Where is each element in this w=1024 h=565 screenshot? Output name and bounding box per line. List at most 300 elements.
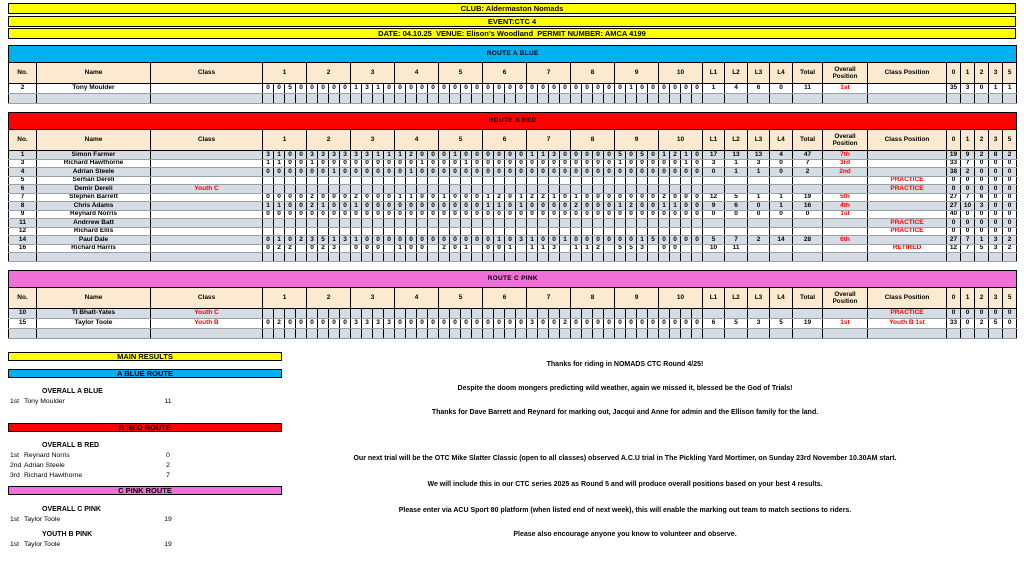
score-cell <box>307 329 318 339</box>
score-cell: 0 <box>615 84 626 94</box>
count-cell <box>1003 253 1017 262</box>
score-cell: 0 <box>593 202 604 211</box>
score-cell: 1 <box>571 193 582 202</box>
score-cell <box>274 309 285 319</box>
score-cell: 1 <box>505 244 516 253</box>
score-cell: 0 <box>692 159 703 168</box>
score-cell: 0 <box>318 210 329 219</box>
rider-number: 14 <box>9 236 37 245</box>
rider-number: 4 <box>9 168 37 177</box>
score-cell: 0 <box>637 319 648 329</box>
score-cell: 2 <box>527 193 538 202</box>
score-cell: 0 <box>505 151 516 160</box>
score-cell <box>285 94 296 104</box>
count-cell: 40 <box>947 210 961 219</box>
score-cell: 0 <box>494 210 505 219</box>
score-cell <box>296 219 307 228</box>
col-header-total: Total <box>793 288 823 309</box>
note-line: Despite the doom mongers predicting wild weather, again we missed it, blessed be the God of Trials! <box>457 385 793 392</box>
score-cell: 0 <box>637 202 648 211</box>
score-cell: 0 <box>505 84 516 94</box>
route-title: ROUTE C PINK <box>9 271 1017 288</box>
score-cell: 0 <box>318 84 329 94</box>
score-cell: 2 <box>538 193 549 202</box>
count-cell: 0 <box>975 176 989 185</box>
overall-position-cell: 4th <box>823 202 868 211</box>
score-cell: 0 <box>472 193 483 202</box>
score-cell: 0 <box>428 193 439 202</box>
score-cell: 0 <box>296 159 307 168</box>
score-cell <box>274 329 285 339</box>
score-cell: 2 <box>593 244 604 253</box>
count-cell: 0 <box>989 202 1003 211</box>
score-cell: 0 <box>648 159 659 168</box>
score-cell <box>285 219 296 228</box>
note-line: Please also encourage anyone you know to volunteer and observe. <box>513 531 737 538</box>
score-cell: 1 <box>406 168 417 177</box>
score-cell: 0 <box>450 319 461 329</box>
score-cell: 0 <box>296 84 307 94</box>
score-cell: 0 <box>582 236 593 245</box>
score-cell: 0 <box>626 151 637 160</box>
score-cell: 0 <box>428 159 439 168</box>
col-header-section: 4 <box>395 63 439 84</box>
lap-total-cell: 9 <box>703 202 725 211</box>
lap-total-cell: 1 <box>725 168 748 177</box>
score-cell: 0 <box>483 159 494 168</box>
score-cell: 0 <box>648 151 659 160</box>
results-bar: MAIN RESULTS <box>8 352 282 361</box>
score-cell <box>263 329 274 339</box>
score-cell: 1 <box>516 193 527 202</box>
score-cell: 0 <box>516 168 527 177</box>
score-cell: 0 <box>373 236 384 245</box>
count-cell <box>989 329 1003 339</box>
score-cell: 0 <box>428 319 439 329</box>
score-cell: 0 <box>505 319 516 329</box>
score-cell: 2 <box>494 193 505 202</box>
count-cell: 0 <box>989 210 1003 219</box>
col-header-overall: Overall Position <box>823 130 868 151</box>
score-cell: 1 <box>461 159 472 168</box>
score-cell: 0 <box>373 168 384 177</box>
rider-class <box>151 151 263 160</box>
count-cell: 0 <box>1003 159 1017 168</box>
score-cell: 0 <box>395 236 406 245</box>
score-cell: 0 <box>593 168 604 177</box>
score-cell: 0 <box>692 210 703 219</box>
count-cell <box>961 253 975 262</box>
col-header-count: 2 <box>975 63 989 84</box>
score-cell: 0 <box>384 202 395 211</box>
score-cell <box>285 185 296 194</box>
score-cell: 0 <box>604 159 615 168</box>
score-cell: 0 <box>692 193 703 202</box>
col-header-section: 6 <box>483 130 527 151</box>
score-cell: 0 <box>263 168 274 177</box>
count-cell: 1 <box>989 84 1003 94</box>
score-cell: 1 <box>527 151 538 160</box>
count-cell: 0 <box>975 219 989 228</box>
score-cell: 1 <box>373 84 384 94</box>
score-cell: 0 <box>692 236 703 245</box>
score-cell: 0 <box>439 236 450 245</box>
score-cell: 0 <box>472 202 483 211</box>
score-cell: 0 <box>593 210 604 219</box>
lap-total-cell: 0 <box>748 210 770 219</box>
class-position-cell: PRACTICE <box>868 176 947 185</box>
score-cell: 0 <box>395 319 406 329</box>
score-cell: 1 <box>351 202 362 211</box>
rider-number: 1 <box>9 151 37 160</box>
score-cell: 0 <box>505 210 516 219</box>
score-cell: 0 <box>648 202 659 211</box>
col-header-section: 4 <box>395 130 439 151</box>
rider-name: Tony Moulder <box>37 84 151 94</box>
results-row <box>8 516 282 523</box>
score-cell: 0 <box>274 84 285 94</box>
col-header-class: Class <box>151 288 263 309</box>
col-header-class: Class <box>151 130 263 151</box>
count-cell <box>989 94 1003 104</box>
score-cell: 0 <box>329 319 340 329</box>
lap-total-cell: 1 <box>725 159 748 168</box>
note-line: Our next trial will be the OTC Mike Slatter Classic (open to all classes) observed A.C.U trial in The Pickling Yard Mortimer, on Sunday 23rd November 10.30AM start. <box>353 455 897 462</box>
score-cell: 2 <box>571 202 582 211</box>
count-cell <box>975 253 989 262</box>
score-cell: 0 <box>340 193 351 202</box>
score-cell: 2 <box>351 193 362 202</box>
rider-class <box>151 329 263 339</box>
score-cell: 0 <box>681 84 692 94</box>
score-cell: 3 <box>373 319 384 329</box>
col-header-section: 7 <box>527 288 571 309</box>
score-cell: 0 <box>692 84 703 94</box>
count-cell: 1 <box>975 236 989 245</box>
score-cell <box>285 253 296 262</box>
count-cell: 0 <box>975 185 989 194</box>
route-title: ROUTE B RED <box>9 113 1017 130</box>
score-cell: 0 <box>461 236 472 245</box>
count-cell: 0 <box>947 176 961 185</box>
score-cell: 2 <box>626 202 637 211</box>
lap-total-cell: 6 <box>748 84 770 94</box>
score-cell: 3 <box>362 84 373 94</box>
results-bar: B RED ROUTE <box>8 423 282 432</box>
score-cell: 0 <box>505 236 516 245</box>
score-cell: 0 <box>417 202 428 211</box>
rider-class <box>151 159 263 168</box>
rider-class <box>151 94 263 104</box>
score-cell: 0 <box>593 319 604 329</box>
score-cell <box>307 253 318 262</box>
score-cell: 0 <box>285 319 296 329</box>
score-cell: 2 <box>274 319 285 329</box>
score-cell: 0 <box>571 151 582 160</box>
count-cell: 0 <box>1003 176 1017 185</box>
score-cell: 1 <box>450 151 461 160</box>
col-header-count: 0 <box>947 130 961 151</box>
count-cell: 0 <box>947 185 961 194</box>
rider-number: 9 <box>9 210 37 219</box>
score-cell: 0 <box>560 210 571 219</box>
score-cell: 0 <box>582 159 593 168</box>
score-cell: 1 <box>615 202 626 211</box>
count-cell: 0 <box>989 185 1003 194</box>
score-cell: 0 <box>659 210 670 219</box>
score-cell: 1 <box>395 151 406 160</box>
score-cell: 0 <box>428 168 439 177</box>
col-header-lap: L1 <box>703 288 725 309</box>
rider-class <box>151 244 263 253</box>
score-cell: 1 <box>582 244 593 253</box>
count-cell: 2 <box>1003 236 1017 245</box>
count-cell: 0 <box>975 227 989 236</box>
count-cell: 0 <box>975 84 989 94</box>
rider-class: Youth B <box>151 319 263 329</box>
rider-name: Richard Harris <box>37 244 151 253</box>
score-cell: 0 <box>637 193 648 202</box>
score-cell: 0 <box>637 84 648 94</box>
score-cell <box>263 94 274 104</box>
result-score: 19 <box>164 541 172 548</box>
rider-number <box>9 329 37 339</box>
score-cell: 0 <box>582 202 593 211</box>
score-cell: 0 <box>692 319 703 329</box>
score-cell <box>263 309 274 319</box>
score-cell: 0 <box>461 210 472 219</box>
score-cell <box>285 227 296 236</box>
score-cell: 0 <box>461 84 472 94</box>
score-cell: 0 <box>670 84 681 94</box>
result-score: 0 <box>166 452 170 459</box>
lap-total-cell: 12 <box>703 193 725 202</box>
score-cell: 0 <box>285 210 296 219</box>
count-cell <box>1003 329 1017 339</box>
score-cell: 0 <box>659 84 670 94</box>
score-cell: 1 <box>670 202 681 211</box>
rider-name: Andrrew Batt <box>37 219 151 228</box>
col-header-class-position: Class Position <box>868 288 947 309</box>
score-cell: 1 <box>494 236 505 245</box>
score-cell: 0 <box>373 210 384 219</box>
results-bar: C PINK ROUTE <box>8 486 282 495</box>
score-cell: 1 <box>637 236 648 245</box>
score-cell: 3 <box>307 151 318 160</box>
rider-number: 5 <box>9 176 37 185</box>
col-header-section: 3 <box>351 288 395 309</box>
col-header-no: No. <box>9 288 37 309</box>
class-position-cell: RETIRED <box>868 244 947 253</box>
score-cell <box>263 227 274 236</box>
score-cell: 0 <box>362 168 373 177</box>
results-heading: OVERALL B RED <box>42 442 100 449</box>
score-cell <box>307 309 318 319</box>
score-cell: 0 <box>417 244 428 253</box>
score-cell: 0 <box>417 151 428 160</box>
score-cell: 0 <box>406 159 417 168</box>
score-cell: 1 <box>494 202 505 211</box>
rider-number: 10 <box>9 309 37 319</box>
count-cell: 3 <box>961 84 975 94</box>
score-cell <box>296 185 307 194</box>
results-heading: YOUTH B PINK <box>42 531 93 538</box>
score-cell: 3 <box>318 151 329 160</box>
score-cell: 0 <box>263 319 274 329</box>
lap-total-cell: 4 <box>770 151 793 160</box>
score-cell: 1 <box>395 193 406 202</box>
lap-total-cell: 4 <box>725 84 748 94</box>
score-cell <box>307 94 318 104</box>
score-cell: 0 <box>373 202 384 211</box>
score-cell: 0 <box>670 193 681 202</box>
score-cell: 0 <box>615 319 626 329</box>
col-header-section: 1 <box>263 63 307 84</box>
score-cell: 0 <box>626 159 637 168</box>
lap-total-cell: 11 <box>725 244 748 253</box>
rider-number: 15 <box>9 319 37 329</box>
score-cell: 5 <box>285 84 296 94</box>
score-cell: 0 <box>670 159 681 168</box>
lap-total-cell: 1 <box>770 193 793 202</box>
score-cell: 0 <box>450 168 461 177</box>
score-cell: 0 <box>538 319 549 329</box>
score-cell: 0 <box>637 210 648 219</box>
count-cell: 0 <box>975 210 989 219</box>
col-header-section: 9 <box>615 288 659 309</box>
count-cell: 33 <box>947 319 961 329</box>
score-cell: 0 <box>626 193 637 202</box>
score-cell: 0 <box>428 202 439 211</box>
col-header-section: 10 <box>659 63 703 84</box>
col-header-count: 3 <box>989 63 1003 84</box>
score-cell: 0 <box>648 319 659 329</box>
score-cell <box>263 185 274 194</box>
score-cell: 0 <box>362 210 373 219</box>
lap-total-cell: 10 <box>703 244 725 253</box>
score-cell: 0 <box>439 84 450 94</box>
count-cell: 2 <box>961 168 975 177</box>
score-cell: 0 <box>362 244 373 253</box>
score-cell: 0 <box>263 84 274 94</box>
score-cell <box>307 185 318 194</box>
col-header-class-position: Class Position <box>868 63 947 84</box>
score-cell: 0 <box>549 168 560 177</box>
score-cell: 0 <box>571 236 582 245</box>
score-cell: 0 <box>285 193 296 202</box>
count-cell: 0 <box>961 219 975 228</box>
rider-class <box>151 168 263 177</box>
col-header-section: 1 <box>263 288 307 309</box>
score-cell: 0 <box>285 236 296 245</box>
score-cell: 0 <box>637 159 648 168</box>
score-cell: 1 <box>626 84 637 94</box>
lap-total-cell: 6 <box>725 202 748 211</box>
score-cell <box>274 227 285 236</box>
rider-class <box>151 193 263 202</box>
score-cell: 0 <box>538 202 549 211</box>
col-header-lap: L4 <box>770 63 793 84</box>
score-cell: 0 <box>604 168 615 177</box>
event-bar: EVENT:CTC 4 <box>8 16 1016 27</box>
note-line: We will include this in our CTC series 2025 as Round 5 and will produce overall positions based on your best 4 results. <box>427 481 823 488</box>
score-cell: 1 <box>681 159 692 168</box>
score-cell: 0 <box>505 159 516 168</box>
lap-total-cell: 0 <box>748 202 770 211</box>
count-cell: 0 <box>947 309 961 319</box>
score-cell: 0 <box>483 244 494 253</box>
lap-total-cell: 1 <box>770 202 793 211</box>
lap-total-cell: 5 <box>770 319 793 329</box>
score-cell: 0 <box>472 319 483 329</box>
lap-total-cell: 0 <box>770 84 793 94</box>
col-header-section: 6 <box>483 63 527 84</box>
count-cell: 0 <box>1003 219 1017 228</box>
score-cell <box>274 94 285 104</box>
col-header-no: No. <box>9 63 37 84</box>
score-cell: 0 <box>263 193 274 202</box>
score-cell: 0 <box>560 151 571 160</box>
score-cell: 3 <box>307 236 318 245</box>
score-cell: 3 <box>340 236 351 245</box>
score-cell: 3 <box>516 236 527 245</box>
count-cell: 7 <box>961 236 975 245</box>
score-cell: 0 <box>516 319 527 329</box>
lap-total-cell: 0 <box>770 168 793 177</box>
col-header-section: 2 <box>307 288 351 309</box>
score-cell: 1 <box>351 84 362 94</box>
score-cell: 0 <box>516 151 527 160</box>
score-cell: 0 <box>417 319 428 329</box>
col-header-count: 2 <box>975 130 989 151</box>
count-cell: 38 <box>947 168 961 177</box>
count-cell: 0 <box>989 219 1003 228</box>
score-cell: 0 <box>527 84 538 94</box>
score-cell: 2 <box>307 193 318 202</box>
score-cell: 0 <box>505 193 516 202</box>
score-cell: 0 <box>516 84 527 94</box>
count-cell: 0 <box>975 309 989 319</box>
count-cell: 10 <box>961 202 975 211</box>
rider-name <box>37 329 151 339</box>
lap-total-cell: 14 <box>770 236 793 245</box>
score-cell: 0 <box>318 319 329 329</box>
score-cell: 0 <box>439 210 450 219</box>
score-cell: 0 <box>417 210 428 219</box>
col-header-class: Class <box>151 63 263 84</box>
score-cell: 0 <box>472 151 483 160</box>
score-cell: 0 <box>351 159 362 168</box>
col-header-section: 3 <box>351 63 395 84</box>
score-cell: 1 <box>329 168 340 177</box>
score-cell: 5 <box>648 236 659 245</box>
result-position: 1st <box>10 516 20 523</box>
score-cell: 0 <box>560 168 571 177</box>
class-position-cell: PRACTICE <box>868 227 947 236</box>
score-cell: 0 <box>285 202 296 211</box>
result-score: 7 <box>166 472 170 479</box>
rider-name: Paul Dale <box>37 236 151 245</box>
score-cell: 0 <box>659 236 670 245</box>
note-line: Thanks for riding in NOMADS CTC Round 4/25! <box>546 361 704 368</box>
rider-name: Taylor Toole <box>37 319 151 329</box>
col-header-lap: L2 <box>725 288 748 309</box>
col-header-count: 5 <box>1003 130 1017 151</box>
overall-position-cell: 7th <box>823 151 868 160</box>
class-position-cell: Youth B 1st <box>868 319 947 329</box>
score-cell: 2 <box>406 151 417 160</box>
score-cell: 0 <box>439 319 450 329</box>
